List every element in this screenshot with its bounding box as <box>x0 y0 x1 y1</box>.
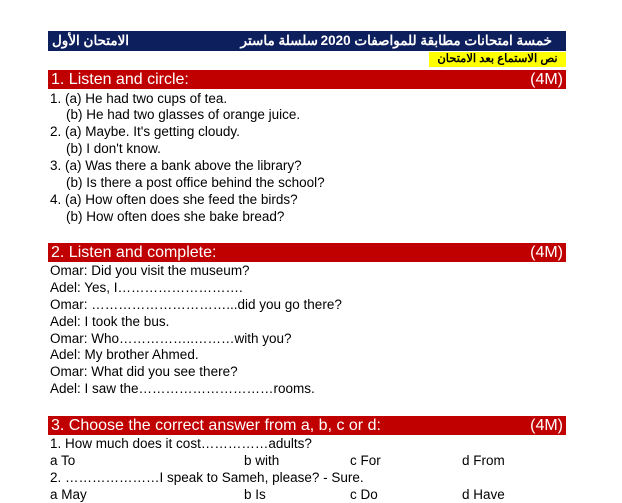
s3-question: 2. …………………I speak to Sameh, please? - Sure. <box>50 470 364 485</box>
s1-line: 4. (a) How often does she feed the birds? <box>50 192 298 207</box>
s1-line: (b) I don't know. <box>66 141 161 156</box>
section2-marks: (4M) <box>530 244 563 261</box>
s1-line: 2. (a) Maybe. It's getting cloudy. <box>50 124 240 139</box>
s2-line: Omar: What did you see there? <box>50 364 238 379</box>
section3-title: 3. Choose the correct answer from a, b, c or d: <box>51 417 381 434</box>
s1-line: (b) How often does she bake bread? <box>66 209 285 224</box>
s3-option: c Do <box>350 487 378 502</box>
s3-option: b with <box>244 453 280 468</box>
section2-bar <box>48 243 566 262</box>
header-series: سلسلة ماستر <box>240 33 318 48</box>
s3-option: c For <box>350 453 381 468</box>
s2-line: Omar: Did you visit the museum? <box>50 263 250 278</box>
section3-bar <box>48 416 566 435</box>
s2-line: Adel: I saw the…………………………rooms. <box>50 381 315 396</box>
s1-line: (b) He had two glasses of orange juice. <box>66 107 301 122</box>
s3-option: a To <box>50 453 76 468</box>
header-exam: الامتحان الأول <box>52 33 130 48</box>
section1-title: 1. Listen and circle: <box>51 71 189 88</box>
listening-note: نص الاستماع بعد الامتحان <box>429 52 566 67</box>
s1-line: 1. (a) He had two cups of tea. <box>50 91 228 106</box>
exam-header <box>48 31 566 51</box>
s1-line: 3. (a) Was there a bank above the library? <box>50 158 302 173</box>
s3-option: d Have <box>462 487 505 502</box>
s2-line: Adel: My brother Ahmed. <box>50 347 199 362</box>
header-title: خمسة امتحانات مطابقة للمواصفات 2020 <box>320 33 552 48</box>
s2-line: Adel: I took the bus. <box>50 314 170 329</box>
section3-marks: (4M) <box>530 417 563 434</box>
s3-option: d From <box>462 453 505 468</box>
section1-marks: (4M) <box>530 71 563 88</box>
section1-bar <box>48 70 566 89</box>
s2-line: Omar: Who……………..………with you? <box>50 331 292 346</box>
s1-line: (b) Is there a post office behind the school? <box>66 175 325 190</box>
s3-option: b Is <box>244 487 266 502</box>
s3-option: a May <box>50 487 87 502</box>
s3-question: 1. How much does it cost……………adults? <box>50 436 312 451</box>
s2-line: Omar: …………………………...did you go there? <box>50 297 342 312</box>
s2-line: Adel: Yes, I………………………. <box>50 280 243 295</box>
section2-title: 2. Listen and complete: <box>51 244 217 261</box>
